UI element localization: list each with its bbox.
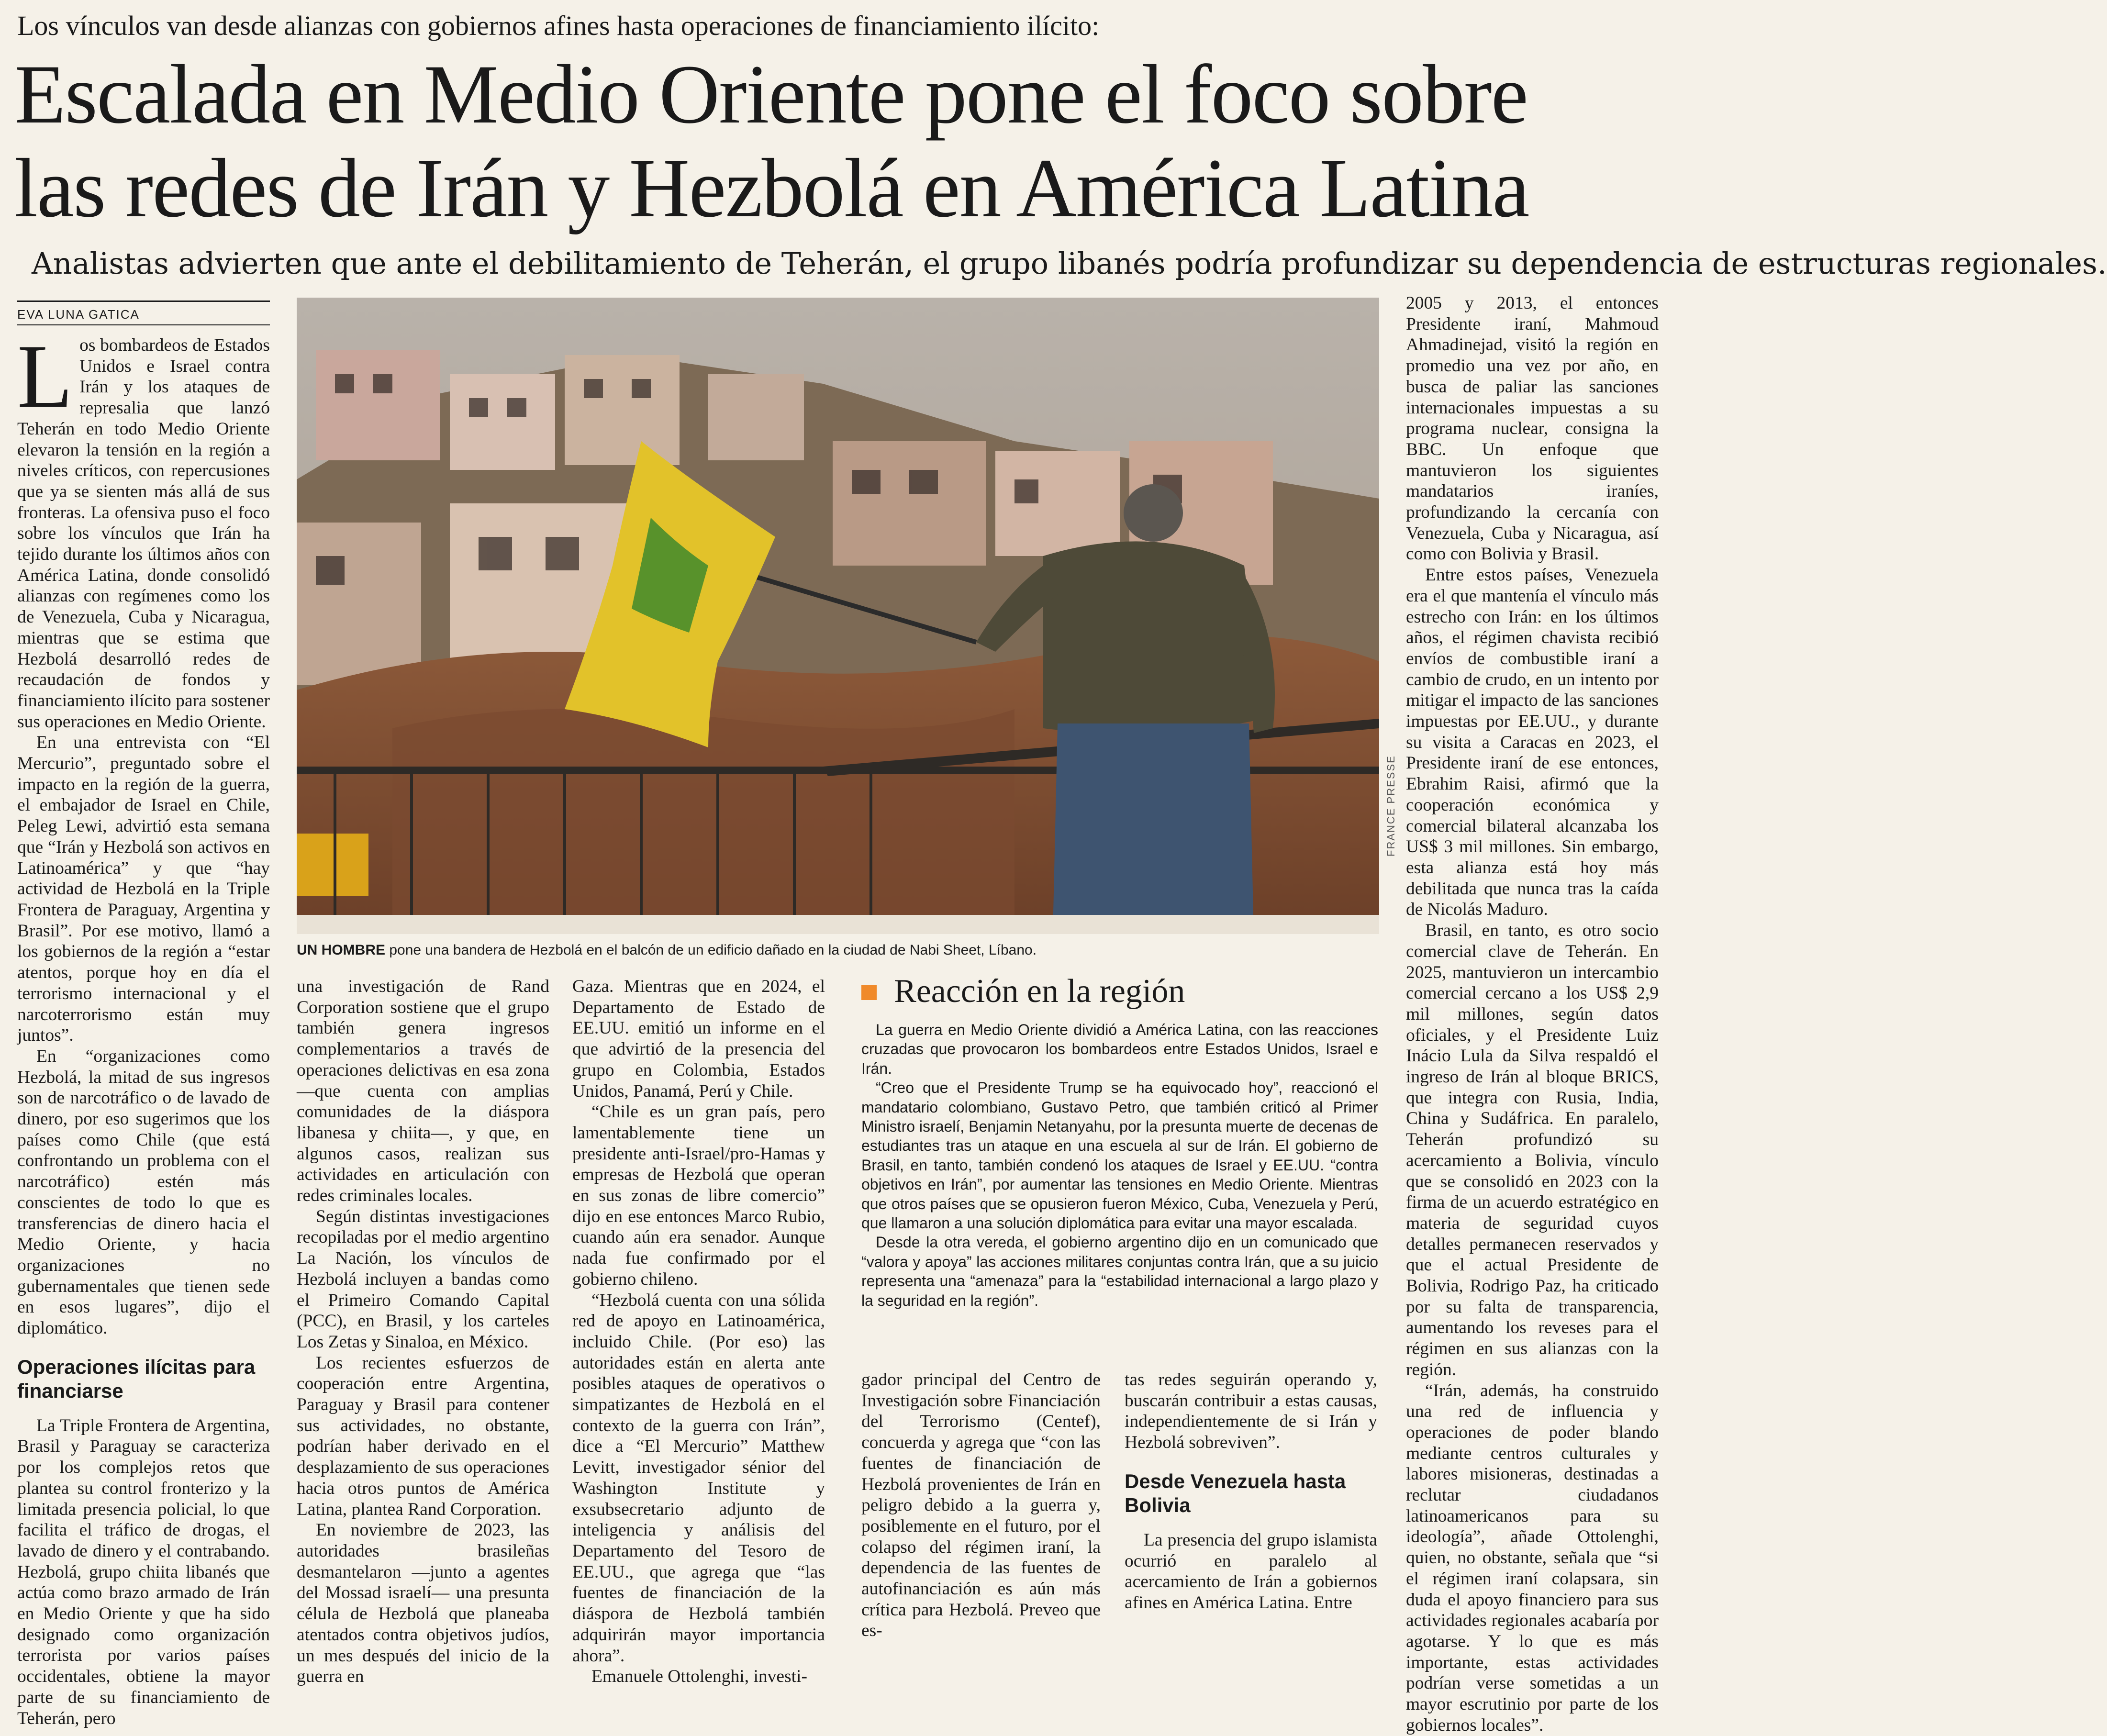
paragraph: Desde la otra vereda, el gobierno argentino dijo en un comunicado que “valora y apoya” las acciones militares conjuntas contra Irán, que a su juicio representa una “amenaza” para la “estabilidad internacional a largo plazo y la seguridad en la región”. — [861, 1234, 1378, 1309]
article-column-3 — [572, 976, 825, 1687]
headline-line-1: Escalada en Medio Oriente pone el foco sobre — [14, 48, 1527, 141]
paragraph: En noviembre de 2023, las autoridades brasileñas desmantelaron —junto a agentes del Mossad israelí— una presunta célula de Hezbolá que planeaba atentados contra objetivos judíos, un mes después del inicio de la guerra en — [297, 1520, 549, 1687]
article-column-5 — [1125, 1369, 1377, 1614]
paragraph: 2005 y 2013, el entonces Presidente iraní, Mahmoud Ahmadinejad, visitó la región en promedio una vez por año, en busca de paliar las sanciones internacionales impuestas a su programa nuclear, consigna la BBC. Un enfoque que mantuvieron los siguientes mandatarios iraníes, profundizando la cercanía con Venezuela, Cuba y Nicaragua, así como con Bolivia y Brasil. — [1406, 293, 1659, 564]
paragraph: gador principal del Centro de Investigación sobre Financiación del Terrorismo (Centef), concuerda y agrega que “con las fuentes de financiación de Hezbolá provenientes de Irán en peligro debido a la guerra y, posiblemente en el futuro, por el colapso del régimen iraní, la dependencia de las fuentes de autofinanciación es aún más crítica para Hezbolá. Preveo que es- — [861, 1370, 1101, 1641]
article-column-6 — [1406, 293, 1659, 1736]
article-column-2 — [297, 976, 549, 1687]
paragraph: La Triple Frontera de Argentina, Brasil y Paraguay se caracteriza por los complejos retos que plantea su control fronterizo y la limitada presencia policial, lo que facilita el tráfico de drogas, el lavado de dinero y el contrabando. Hezbolá, grupo chiita libanés que actúa como brazo armado de Irán en Medio Oriente y que ha sido designado como organización terrorista por varios países occidentales, obtiene la mayor parte de su financiamiento de Teherán, pero — [17, 1415, 270, 1728]
subhead: Operaciones ilícitas para financiarse — [17, 1355, 256, 1402]
paragraph: En “organizaciones como Hezbolá, la mitad de sus ingresos son de narcotráfico o de lavado de dinero, por eso sugerimos que los países como Chile (que está confrontando un problema con el narcotráfico) estén más conscientes de todo lo que es transferencias de dinero hacia el Medio Oriente, y hacia organizaciones no gubernamentales que tienen sede en esos lugares”, dijo el diplomático. — [17, 1046, 270, 1338]
drop-cap: L — [17, 326, 73, 427]
byline: EVA LUNA GATICA — [17, 307, 140, 322]
paragraph: En una entrevista con “El Mercurio”, preguntado sobre el impacto en la región de la guerra, el embajador de Israel en Chile, Peleg Lewi, advirtió esta semana que “Irán y Hezbolá son activos en Latinoamérica” y que “hay actividad de Hezbolá en la Triple Frontera de Paraguay, Argentina y Brasil”. Por ese motivo, llamó a los gobiernos de la región a “estar atentos, porque hoy en día el terrorismo internacional y el narcoterrorismo están muy juntos”. — [17, 733, 270, 1046]
paragraph: Según distintas investigaciones recopiladas por el medio argentino La Nación, los vínculos de Hezbolá incluyen a bandas como el Primeiro Comando Capital (PCC), en Brasil, y los carteles Los Zetas y Sinaloa, en México. — [297, 1206, 549, 1352]
photo-credit: FRANCE PRESSE — [1385, 755, 1397, 857]
paragraph: Entre estos países, Venezuela era el que mantenía el vínculo más estrecho con Irán: en los últimos años, el régimen chavista recibió envíos de combustible iraní a cambio de crudo, en un intento por mitigar el impacto de las sanciones impuestas por EE.UU., y durante su visita a Caracas en 2023, el Presidente iraní de ese entonces, Ebrahim Raisi, afirmó que la cooperación económica y comercial bilateral alcanzaba los US$ 3 mil millones. Sin embargo, esta alianza está hoy más debilitada que nunca tras la caída de Nicolás Maduro. — [1406, 565, 1659, 920]
photo-illustration — [297, 298, 1379, 934]
paragraph: una investigación de Rand Corporation sostiene que el grupo también genera ingresos complementarios a través de operaciones delictivas en esa zona —que cuenta con amplias comunidades de la diáspora libanesa y chiita—, y que, en algunos casos, realizan sus actividades en articulación con redes criminales locales. — [297, 977, 549, 1206]
paragraph: Emanuele Ottolenghi, investi- — [591, 1667, 807, 1687]
caption-lead: UN HOMBRE — [297, 942, 385, 958]
sidebar-box-reaccion — [861, 972, 1378, 1310]
article-column-1 — [17, 326, 270, 1729]
orange-square-icon — [861, 985, 877, 1000]
paragraph: Los recientes esfuerzos de cooperación entre Argentina, Paraguay y Brasil para contener sus actividades, no obstante, podrían haber derivado en el desplazamiento de sus operaciones hacia otros puntos de América Latina, plantea Rand Corporation. — [297, 1353, 549, 1519]
paragraph: “Hezbolá cuenta con una sólida red de apoyo en Latinoamérica, incluido Chile. (Por eso) las autoridades están en alerta ante posibles ataques de operativos o simpatizantes de Hezbolá en el contexto de la guerra con Irán”, dice a “El Mercurio” Matthew Levitt, investigador sénior del Washington Institute y exsubsecretario adjunto de inteligencia y análisis del Departamento del Tesoro de EE.UU., que agrega que “las fuentes de financiación de la diáspora de Hezbolá también adquirirán mayor importancia ahora”. — [572, 1290, 825, 1666]
subhead: Desde Venezuela hasta Bolivia — [1125, 1469, 1346, 1516]
deck: Analistas advierten que ante el debilitamiento de Teherán, el grupo libanés podría profundizar su dependencia de estructuras regionales. — [32, 246, 2107, 281]
byline-rule-top — [17, 300, 270, 302]
paragraph: La presencia del grupo islamista ocurrió en paralelo al acercamiento de Irán a gobiernos afines en América Latina. Entre — [1125, 1530, 1377, 1613]
paragraph: Gaza. Mientras que en 2024, el Departamento de Estado de EE.UU. emitió un informe en el que advirtió de la presencia del grupo en Colombia, Estados Unidos, Panamá, Perú y Chile. — [572, 977, 825, 1101]
box-title — [861, 972, 1378, 1011]
paragraph — [17, 326, 270, 732]
paragraph: “Chile es un gran país, pero lamentablemente tiene un presidente anti-Israel/pro-Hamas y empresas de Hezbolá que operan en sus zonas de libre comercio” dijo en ese entonces Marco Rubio, cuando aún era senador. Aunque nada fue confirmado por el gobierno chileno. — [572, 1102, 825, 1289]
box-title-text: Reacción en la región — [894, 973, 1185, 1010]
paragraph: La guerra en Medio Oriente dividió a América Latina, con las reacciones cruzadas que provocaron los bombardeos entre Estados Unidos, Israel e Irán. — [861, 1021, 1378, 1077]
photo-caption — [297, 942, 1383, 959]
paragraph: Brasil, en tanto, es otro socio comercial clave de Teherán. En 2025, mantuvieron un intercambio comercial cercano a los US$ 2,9 mil millones, según datos oficiales, y el Presidente Luiz Inácio Lula da Silva respaldó el ingreso de Irán al bloque BRICS, que integra con Rusia, India, China y Sudáfrica. En paralelo, Teherán profundizó su acercamiento a Bolivia, vínculo que se consolidó en 2023 con la firma de un acuerdo estratégico en materia de seguridad cuyos detalles permanecen reservados y que el actual Presidente de Bolivia, Rodrigo Paz, ha criticado por su falta de transparencia, aumentando los reveses para el régimen en sus alianzas con la región. — [1406, 921, 1659, 1380]
kicker: Los vínculos van desde alianzas con gobiernos afines hasta operaciones de financiamiento ilícito: — [17, 10, 1100, 41]
paragraph: tas redes seguirán operando y, buscarán contribuir a estas causas, independientemente de si Irán y Hezbolá sobreviven”. — [1125, 1370, 1377, 1453]
paragraph: “Creo que el Presidente Trump se ha equivocado hoy”, reaccionó el mandatario colombiano, Gustavo Petro, que también criticó al Primer Ministro israelí, Benjamin Netanyahu, por la presunta muerte de decenas de estudiantes tras un ataque en una escuela al sur de Irán. El gobierno de Brasil, en tanto, también condenó los ataques de Israel y EE.UU. “contra objetivos en Irán”, por aumentar las tensiones en Medio Oriente. Mientras que otros países que se opusieron fueron México, Cuba, Venezuela y Perú, que llamaron a una solución diplomática para evitar una mayor escalada. — [861, 1079, 1378, 1232]
caption-text: pone una bandera de Hezbolá en el balcón de un edificio dañado en la ciudad de Nabi Sheet, Líbano. — [385, 942, 1037, 958]
headline — [14, 48, 1675, 235]
headline-line-2: las redes de Irán y Hezbolá en América Latina — [14, 142, 1529, 235]
box-text — [861, 1020, 1378, 1310]
article-column-4 — [861, 1369, 1101, 1641]
paragraph-text: os bombardeos de Estados Unidos e Israel contra Irán y los ataques de represalia que lanzó Teherán en todo Medio Oriente elevaron la tensión en la región a niveles críticos, con repercusiones que ya se sienten más allá de sus fronteras. La ofensiva puso el foco sobre los vínculos que Irán ha tejido durante los últimos años con América Latina, donde consolidó alianzas con regímenes como los de Venezuela, Cuba y Nicaragua, mientras que se estima que Hezbolá desarrolló redes de recaudación de fondos y financiamiento ilícito para sostener sus operaciones en Medio Oriente. — [17, 335, 270, 732]
byline-rule-bottom — [17, 324, 270, 325]
paragraph: “Irán, además, ha construido una red de influencia y operaciones de poder blando mediante centros culturales y labores misioneras, destinadas a reclutar ciudadanos latinoamericanos para su ideología”, añade Ottolenghi, quien, no obstante, señala que “si el régimen iraní colapsara, sin duda el apoyo financiero para sus actividades regionales acabaría por agotarse. Y lo que es más importante, estas actividades podrían verse sometidas a un mayor escrutinio por parte de los gobiernos locales”. — [1406, 1380, 1659, 1735]
news-photo — [297, 298, 1379, 934]
